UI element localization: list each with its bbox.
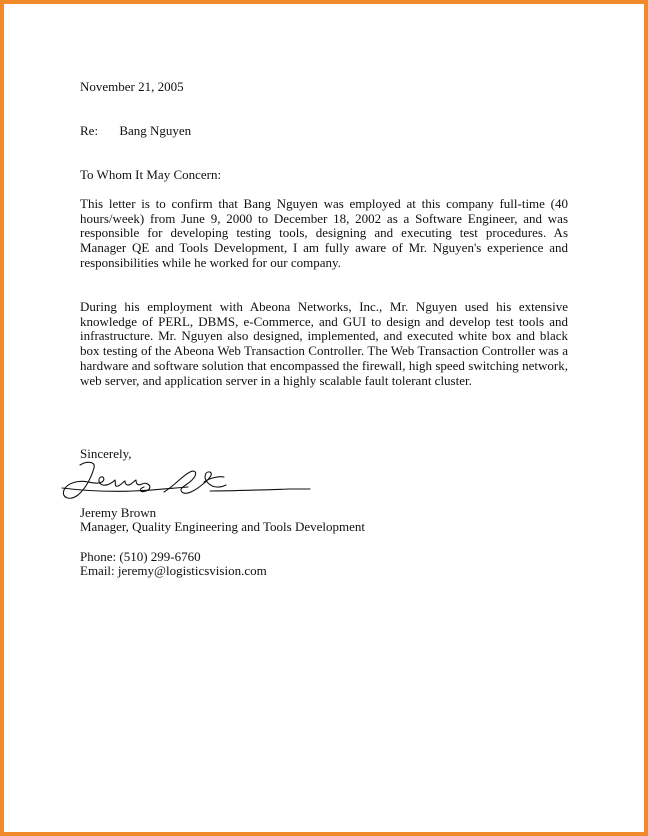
subject-line	[80, 124, 191, 139]
signer-title: Manager, Quality Engineering and Tools Development	[80, 519, 365, 534]
signature-icon	[58, 458, 314, 508]
body-paragraph-1: This letter is to confirm that Bang Nguyen was employed at this company full-time (40 hours/week) from June 9, 2000 to December 18, 2002 as a Software Engineer, and was responsible for developing testing tools, designing and executing test procedures. As Manager QE and Tools Development, I am fully aware of Mr. Nguyen's experience and responsibilities while he worked for our company.	[80, 196, 568, 270]
phone-number: Phone: (510) 299-6760	[80, 549, 201, 564]
closing: Sincerely,	[80, 446, 132, 461]
email-address: Email: jeremy@logisticsvision.com	[80, 563, 267, 578]
signer-name: Jeremy Brown	[80, 505, 157, 520]
letter-date: November 21, 2005	[80, 79, 184, 94]
salutation: To Whom It May Concern:	[80, 167, 222, 182]
body-paragraph-2: During his employment with Abeona Networks, Inc., Mr. Nguyen used his extensive knowledge of PERL, DBMS, e-Commerce, and GUI to design and develop test tools and infrastructure. Mr. Nguyen also designed, implemented, and executed white box and black box testing of the Abeona Web Transaction Controller. The Web Transaction Controller was a hardware and software solution that encompassed the firewall, high speed switching network, web server, and application server in a highly scalable fault tolerant cluster.	[80, 299, 568, 388]
subject-label: Re:	[80, 123, 99, 138]
subject-name: Bang Nguyen	[119, 123, 192, 138]
